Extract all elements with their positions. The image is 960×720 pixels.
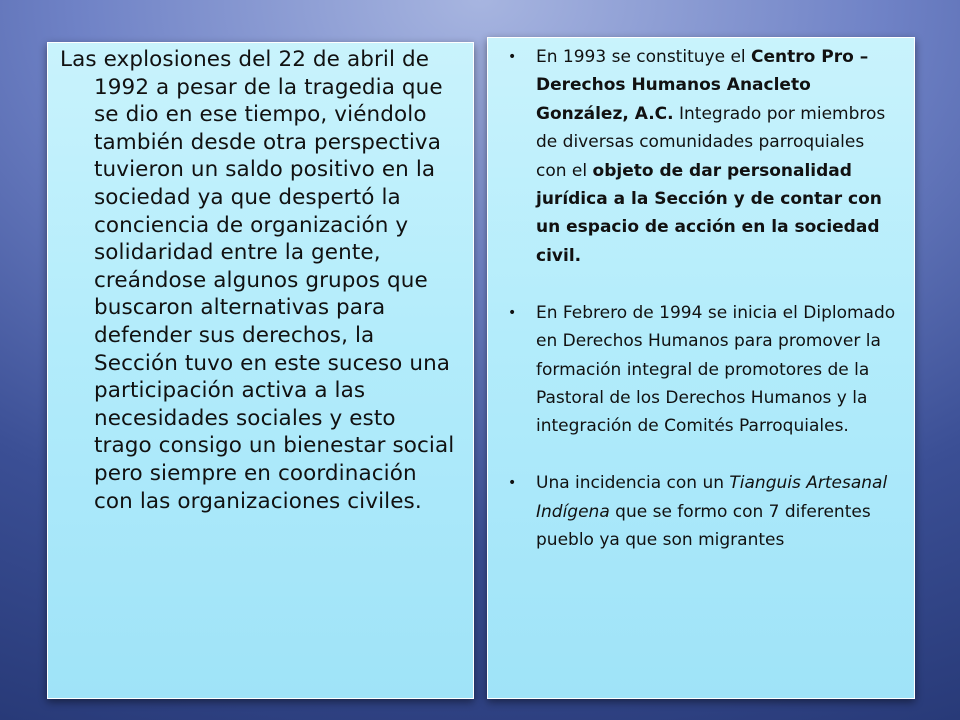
bullet-list bbox=[504, 43, 900, 555]
item-text: Una incidencia con un bbox=[536, 473, 730, 494]
item-text: Integrado por miembros de diversas comunidades parroquiales con el bbox=[536, 103, 886, 181]
item-text: En Febrero de 1994 se inicia el Diplomado en Derechos Humanos para promover la formación integral de promotores de la Pastoral de los Derechos Humanos y la integración de Comités Parroquiales. bbox=[536, 302, 896, 437]
item-text: En 1993 se constituye el bbox=[536, 47, 752, 67]
item-bold-text: objeto de dar personalidad jurídica a la Sección y de contar con un espacio de acción en la sociedad civil. bbox=[536, 160, 882, 266]
item-italic-text: Tianguis Artesanal Indígena bbox=[536, 473, 888, 522]
bullet-icon: • bbox=[508, 304, 517, 321]
bullet-icon: • bbox=[508, 49, 517, 65]
item-bold-text: Centro Pro – Derechos Humanos Anacleto González, A.C. bbox=[536, 47, 869, 124]
item-text: que se formo con 7 diferentes pueblo ya que son migrantes bbox=[536, 501, 871, 551]
left-text-panel bbox=[47, 42, 474, 699]
bullet-icon: • bbox=[508, 475, 517, 492]
explosiones-paragraph: Las explosiones del 22 de abril de 1992 a pesar de la tragedia que se dio en ese tiempo, viéndolo también desde otra perspectiva tuvieron un saldo positivo en la sociedad ya que despertó la conciencia de organización y solidaridad entre la gente, creándose algunos grupos que buscaron alternativas para defender sus derechos, la Sección tuvo en este suceso una participación activa a las necesidades sociales y esto trago consigo un bienestar social pero siempre en coordinación con las organizaciones civiles. bbox=[60, 47, 455, 514]
right-bullets-panel bbox=[487, 37, 915, 699]
bullet-item-centro-pro bbox=[504, 43, 900, 270]
bullet-item-diplomado bbox=[504, 299, 900, 441]
bullet-item-tianguis bbox=[504, 469, 900, 554]
